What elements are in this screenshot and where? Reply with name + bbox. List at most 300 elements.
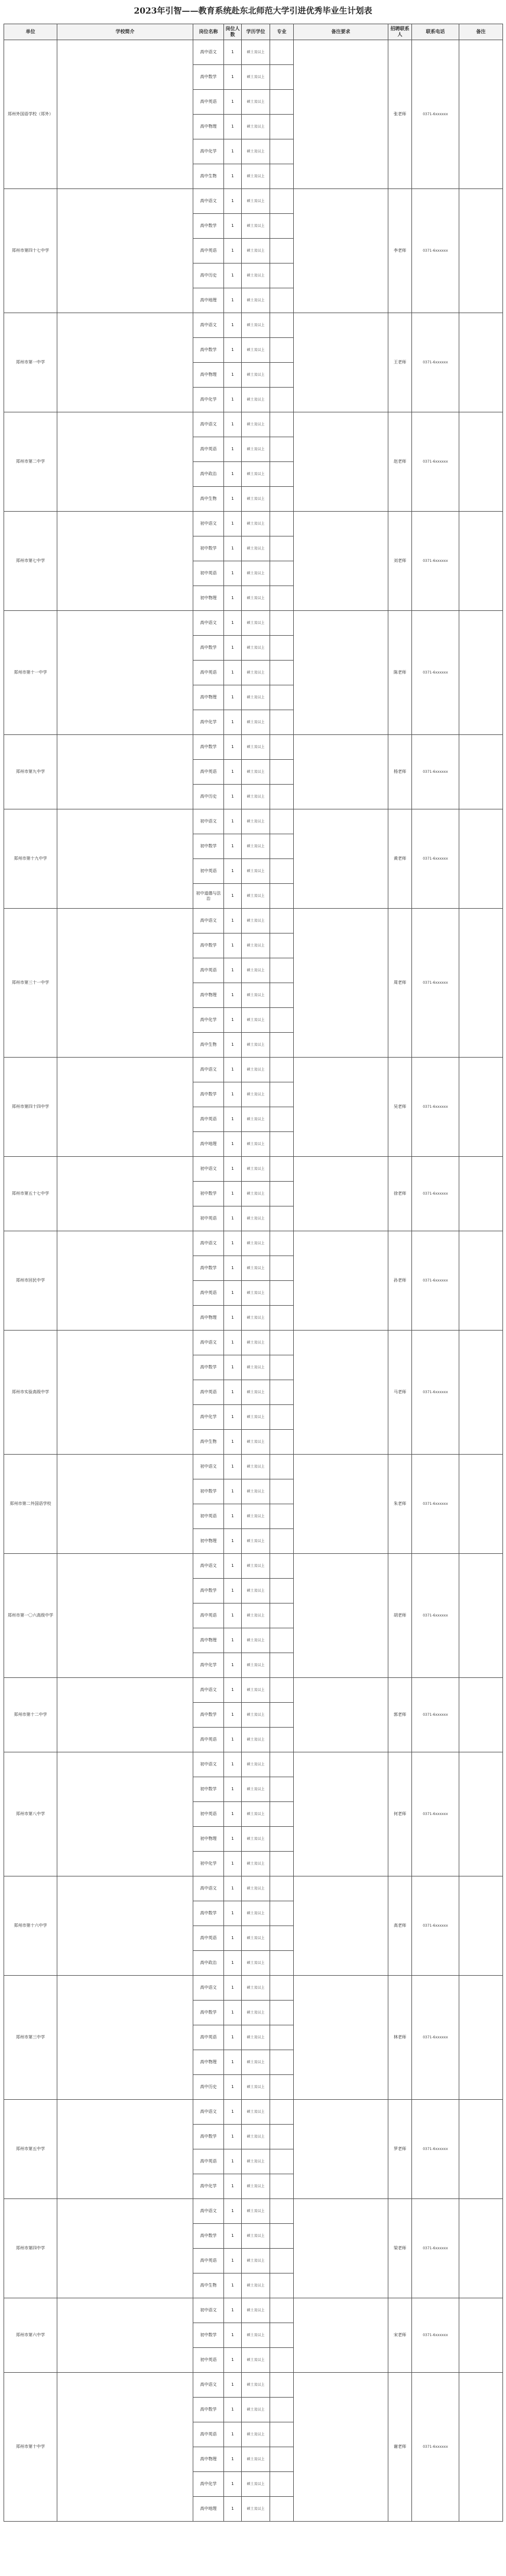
position-role-cell: 高中语文 [193,189,224,214]
position-count-cell: 1 [224,760,242,785]
position-degree-cell: 硕士及以上 [242,214,270,239]
position-role-cell: 初中物理 [193,1529,224,1554]
position-major-cell [270,611,294,636]
position-role-cell: 高中语文 [193,1331,224,1355]
school-name-cell: 郑州市第五十七中学 [4,1157,57,1231]
position-major-cell [270,338,294,363]
position-major-cell [270,1926,294,1951]
position-count-cell: 1 [224,685,242,710]
position-count-cell: 1 [224,586,242,611]
position-count-cell: 1 [224,1182,242,1206]
phone-cell: 0371-6xxxxxx [412,1455,459,1554]
contact-cell: 张老师 [388,40,412,189]
phone-cell: 0371-6xxxxxx [412,1231,459,1331]
note-cell [459,1455,503,1554]
position-major-cell [270,1604,294,1628]
requirement-cell [294,1876,388,1976]
school-name-cell: 郑州市第二外国语学校 [4,1455,57,1554]
position-major-cell [270,536,294,561]
position-role-cell: 初中物理 [193,586,224,611]
col-header: 岗位名称 [193,24,224,40]
position-role-cell: 高中英语 [193,2149,224,2174]
school-name-cell: 郑州市第八中学 [4,1752,57,1876]
position-major-cell [270,487,294,512]
position-degree-cell: 硕士及以上 [242,2422,270,2447]
position-degree-cell: 硕士及以上 [242,760,270,785]
requirement-cell [294,412,388,512]
contact-cell: 马老师 [388,1331,412,1455]
note-cell [459,313,503,412]
position-degree-cell: 硕士及以上 [242,1107,270,1132]
position-role-cell: 高中化学 [193,710,224,735]
position-role-cell: 高中英语 [193,1604,224,1628]
school-name-cell: 郑州外国语学校（郑外） [4,40,57,189]
contact-cell: 郭老师 [388,1678,412,1752]
position-count-cell: 1 [224,1058,242,1082]
position-role-cell: 高中生物 [193,1430,224,1455]
position-count-cell: 1 [224,288,242,313]
position-count-cell: 1 [224,239,242,264]
position-major-cell [270,909,294,934]
table-row [4,735,503,760]
position-role-cell: 高中物理 [193,363,224,388]
contact-cell: 徐老师 [388,1157,412,1231]
position-degree-cell: 硕士及以上 [242,1231,270,1256]
position-major-cell [270,2125,294,2149]
position-degree-cell: 硕士及以上 [242,1206,270,1231]
position-major-cell [270,1653,294,1678]
position-role-cell: 高中数学 [193,2001,224,2025]
position-count-cell: 1 [224,1926,242,1951]
school-intro-cell [57,611,193,735]
requirement-cell [294,1752,388,1876]
school-name-cell: 郑州市第十九中学 [4,809,57,909]
position-major-cell [270,561,294,586]
position-role-cell: 高中数学 [193,1901,224,1926]
position-major-cell [270,2422,294,2447]
position-major-cell [270,2298,294,2323]
position-degree-cell: 硕士及以上 [242,388,270,412]
position-role-cell: 初中数学 [193,1182,224,1206]
position-role-cell: 初中物理 [193,1827,224,1852]
note-cell [459,1976,503,2100]
table-row [4,2373,503,2398]
position-degree-cell: 硕士及以上 [242,1479,270,1504]
position-major-cell [270,1678,294,1703]
position-degree-cell: 硕士及以上 [242,1355,270,1380]
note-cell [459,611,503,735]
position-count-cell: 1 [224,1405,242,1430]
phone-cell: 0371-6xxxxxx [412,512,459,611]
position-role-cell: 高中生物 [193,487,224,512]
position-major-cell [270,2273,294,2298]
school-intro-cell [57,1554,193,1678]
phone-cell: 0371-6xxxxxx [412,1678,459,1752]
requirement-cell [294,1331,388,1455]
position-major-cell [270,1331,294,1355]
position-count-cell: 1 [224,909,242,934]
position-degree-cell: 硕士及以上 [242,1554,270,1579]
table-body [4,40,503,2522]
position-role-cell: 高中语文 [193,313,224,338]
position-degree-cell: 硕士及以上 [242,2472,270,2497]
school-intro-cell [57,1976,193,2100]
position-major-cell [270,1579,294,1604]
position-major-cell [270,785,294,809]
position-degree-cell: 硕士及以上 [242,735,270,760]
position-degree-cell: 硕士及以上 [242,1703,270,1728]
position-role-cell: 高中数学 [193,934,224,958]
position-major-cell [270,2149,294,2174]
col-header: 学校简介 [57,24,193,40]
position-degree-cell: 硕士及以上 [242,1876,270,1901]
position-degree-cell: 硕士及以上 [242,661,270,685]
school-name-cell: 郑州市第五中学 [4,2100,57,2199]
contact-cell: 罗老师 [388,2100,412,2199]
position-degree-cell: 硕士及以上 [242,1728,270,1752]
school-intro-cell [57,809,193,909]
position-count-cell: 1 [224,1331,242,1355]
position-degree-cell: 硕士及以上 [242,462,270,487]
position-role-cell: 高中数学 [193,214,224,239]
position-count-cell: 1 [224,1430,242,1455]
position-role-cell: 高中生物 [193,164,224,189]
table-row [4,189,503,214]
school-intro-cell [57,735,193,809]
table-row [4,1678,503,1703]
position-degree-cell: 硕士及以上 [242,512,270,536]
position-role-cell: 高中语文 [193,1678,224,1703]
contact-cell: 谢老师 [388,2373,412,2522]
phone-cell: 0371-6xxxxxx [412,809,459,909]
table-row [4,909,503,934]
position-role-cell: 高中数学 [193,735,224,760]
position-count-cell: 1 [224,1455,242,1479]
table-row [4,1752,503,1777]
table-row [4,809,503,834]
position-major-cell [270,288,294,313]
position-degree-cell: 硕士及以上 [242,2001,270,2025]
position-role-cell: 高中语文 [193,611,224,636]
school-name-cell: 郑州市第四中学 [4,2199,57,2298]
school-intro-cell [57,313,193,412]
phone-cell: 0371-6xxxxxx [412,909,459,1058]
position-major-cell [270,1430,294,1455]
position-major-cell [270,884,294,909]
position-count-cell: 1 [224,2100,242,2125]
position-major-cell [270,1082,294,1107]
position-role-cell: 高中政治 [193,462,224,487]
position-count-cell: 1 [224,1231,242,1256]
position-major-cell [270,264,294,288]
col-header: 联系电话 [412,24,459,40]
school-intro-cell [57,2199,193,2298]
position-role-cell: 高中语文 [193,909,224,934]
position-role-cell: 高中物理 [193,1306,224,1331]
position-count-cell: 1 [224,1157,242,1182]
school-intro-cell [57,1058,193,1157]
position-major-cell [270,1504,294,1529]
col-header: 单位 [4,24,57,40]
position-role-cell: 高中数学 [193,1355,224,1380]
position-count-cell: 1 [224,561,242,586]
note-cell [459,735,503,809]
position-count-cell: 1 [224,1653,242,1678]
position-degree-cell: 硕士及以上 [242,1380,270,1405]
position-degree-cell: 硕士及以上 [242,239,270,264]
position-degree-cell: 硕士及以上 [242,2025,270,2050]
position-count-cell: 1 [224,809,242,834]
position-degree-cell: 硕士及以上 [242,2100,270,2125]
position-role-cell: 高中化学 [193,388,224,412]
col-header: 备注要求 [294,24,388,40]
position-major-cell [270,1852,294,1876]
position-count-cell: 1 [224,2298,242,2323]
position-count-cell: 1 [224,40,242,65]
position-degree-cell: 硕士及以上 [242,2199,270,2224]
position-degree-cell: 硕士及以上 [242,338,270,363]
position-count-cell: 1 [224,983,242,1008]
position-role-cell: 高中英语 [193,2025,224,2050]
position-major-cell [270,760,294,785]
position-degree-cell: 硕士及以上 [242,2348,270,2373]
table-row [4,1455,503,1479]
position-role-cell: 初中数学 [193,1479,224,1504]
position-role-cell: 高中语文 [193,40,224,65]
position-degree-cell: 硕士及以上 [242,983,270,1008]
header-row [4,24,503,40]
position-major-cell [270,313,294,338]
position-role-cell: 高中生物 [193,2273,224,2298]
school-name-cell: 郑州市第二中学 [4,412,57,512]
position-count-cell: 1 [224,363,242,388]
requirement-cell [294,1976,388,2100]
note-cell [459,1231,503,1331]
table-row [4,1157,503,1182]
position-degree-cell: 硕士及以上 [242,2125,270,2149]
phone-cell: 0371-6xxxxxx [412,611,459,735]
position-role-cell: 初中道德与法治 [193,884,224,909]
position-degree-cell: 硕士及以上 [242,1926,270,1951]
position-major-cell [270,1206,294,1231]
position-count-cell: 1 [224,1579,242,1604]
position-major-cell [270,65,294,90]
position-degree-cell: 硕士及以上 [242,164,270,189]
position-count-cell: 1 [224,1504,242,1529]
table-row [4,313,503,338]
school-name-cell: 郑州市第六中学 [4,2298,57,2373]
position-degree-cell: 硕士及以上 [242,561,270,586]
school-intro-cell [57,2100,193,2199]
position-major-cell [270,859,294,884]
position-role-cell: 高中化学 [193,1653,224,1678]
position-degree-cell: 硕士及以上 [242,1901,270,1926]
position-count-cell: 1 [224,1777,242,1802]
note-cell [459,412,503,512]
position-degree-cell: 硕士及以上 [242,313,270,338]
position-major-cell [270,1231,294,1256]
position-degree-cell: 硕士及以上 [242,1281,270,1306]
position-major-cell [270,934,294,958]
position-degree-cell: 硕士及以上 [242,710,270,735]
position-count-cell: 1 [224,2348,242,2373]
position-role-cell: 初中语文 [193,809,224,834]
position-count-cell: 1 [224,338,242,363]
contact-cell: 周老师 [388,909,412,1058]
phone-cell: 0371-6xxxxxx [412,1876,459,1976]
position-role-cell: 高中历史 [193,785,224,809]
contact-cell: 胡老师 [388,1554,412,1678]
position-degree-cell: 硕士及以上 [242,1008,270,1033]
position-role-cell: 初中语文 [193,1157,224,1182]
position-role-cell: 初中语文 [193,512,224,536]
position-major-cell [270,1182,294,1206]
position-count-cell: 1 [224,1008,242,1033]
col-header: 专业 [270,24,294,40]
school-name-cell: 郑州市第一中学 [4,313,57,412]
position-degree-cell: 硕士及以上 [242,1430,270,1455]
position-major-cell [270,710,294,735]
school-intro-cell [57,2373,193,2522]
position-degree-cell: 硕士及以上 [242,785,270,809]
school-name-cell: 郑州市第三中学 [4,1976,57,2100]
position-degree-cell: 硕士及以上 [242,859,270,884]
position-count-cell: 1 [224,958,242,983]
position-major-cell [270,412,294,437]
position-role-cell: 高中数学 [193,636,224,661]
phone-cell: 0371-6xxxxxx [412,1976,459,2100]
position-count-cell: 1 [224,65,242,90]
position-degree-cell: 硕士及以上 [242,1455,270,1479]
contact-cell: 梁老师 [388,2199,412,2298]
position-role-cell: 高中历史 [193,264,224,288]
position-count-cell: 1 [224,2373,242,2398]
phone-cell: 0371-6xxxxxx [412,40,459,189]
school-intro-cell [57,512,193,611]
position-degree-cell: 硕士及以上 [242,1976,270,2001]
position-role-cell: 高中数学 [193,2398,224,2422]
position-major-cell [270,1157,294,1182]
position-role-cell: 高中英语 [193,760,224,785]
school-intro-cell [57,1231,193,1331]
position-count-cell: 1 [224,1132,242,1157]
position-role-cell: 高中数学 [193,65,224,90]
position-degree-cell: 硕士及以上 [242,2398,270,2422]
position-major-cell [270,1281,294,1306]
position-count-cell: 1 [224,388,242,412]
contact-cell: 何老师 [388,1752,412,1876]
position-role-cell: 高中物理 [193,115,224,139]
position-degree-cell: 硕士及以上 [242,189,270,214]
position-role-cell: 高中地理 [193,288,224,313]
position-role-cell: 高中政治 [193,1951,224,1976]
position-role-cell: 高中语文 [193,2100,224,2125]
position-major-cell [270,1951,294,1976]
note-cell [459,1876,503,1976]
position-degree-cell: 硕士及以上 [242,2323,270,2348]
note-cell [459,2373,503,2522]
school-name-cell: 郑州市第十六中学 [4,1876,57,1976]
position-major-cell [270,462,294,487]
school-intro-cell [57,1331,193,1455]
school-intro-cell [57,1752,193,1876]
school-name-cell: 郑州市第十一中学 [4,611,57,735]
position-count-cell: 1 [224,1355,242,1380]
phone-cell: 0371-6xxxxxx [412,1157,459,1231]
position-role-cell: 高中化学 [193,2174,224,2199]
position-role-cell: 高中英语 [193,1281,224,1306]
position-major-cell [270,809,294,834]
position-count-cell: 1 [224,2323,242,2348]
position-major-cell [270,2323,294,2348]
position-degree-cell: 硕士及以上 [242,288,270,313]
position-role-cell: 高中物理 [193,2447,224,2472]
school-intro-cell [57,2298,193,2373]
position-major-cell [270,239,294,264]
position-role-cell: 高中语文 [193,1876,224,1901]
position-role-cell: 初中化学 [193,1852,224,1876]
position-count-cell: 1 [224,735,242,760]
position-degree-cell: 硕士及以上 [242,1653,270,1678]
position-count-cell: 1 [224,2398,242,2422]
table-row [4,1976,503,2001]
position-major-cell [270,1107,294,1132]
position-role-cell: 高中语文 [193,2199,224,2224]
position-role-cell: 初中数学 [193,834,224,859]
position-count-cell: 1 [224,636,242,661]
col-header: 岗位人数 [224,24,242,40]
position-major-cell [270,115,294,139]
contact-cell: 刘老师 [388,512,412,611]
position-count-cell: 1 [224,2422,242,2447]
position-major-cell [270,1876,294,1901]
position-count-cell: 1 [224,2174,242,2199]
position-major-cell [270,437,294,462]
contact-cell: 陈老师 [388,611,412,735]
position-role-cell: 高中生物 [193,1033,224,1058]
position-degree-cell: 硕士及以上 [242,2249,270,2273]
table-row [4,412,503,437]
position-major-cell [270,636,294,661]
position-count-cell: 1 [224,189,242,214]
position-degree-cell: 硕士及以上 [242,884,270,909]
position-role-cell: 高中地理 [193,2497,224,2522]
contact-cell: 杨老师 [388,735,412,809]
position-major-cell [270,2497,294,2522]
note-cell [459,809,503,909]
position-role-cell: 高中英语 [193,239,224,264]
position-count-cell: 1 [224,1256,242,1281]
position-count-cell: 1 [224,1901,242,1926]
position-role-cell: 初中英语 [193,1504,224,1529]
position-count-cell: 1 [224,536,242,561]
position-degree-cell: 硕士及以上 [242,2447,270,2472]
position-degree-cell: 硕士及以上 [242,65,270,90]
position-count-cell: 1 [224,1281,242,1306]
contact-cell: 李老师 [388,189,412,313]
position-role-cell: 初中数学 [193,1777,224,1802]
position-degree-cell: 硕士及以上 [242,934,270,958]
position-role-cell: 高中数学 [193,1703,224,1728]
position-count-cell: 1 [224,1628,242,1653]
position-count-cell: 1 [224,437,242,462]
position-major-cell [270,2447,294,2472]
position-major-cell [270,363,294,388]
position-count-cell: 1 [224,264,242,288]
position-count-cell: 1 [224,1827,242,1852]
phone-cell: 0371-6xxxxxx [412,2373,459,2522]
position-count-cell: 1 [224,1802,242,1827]
